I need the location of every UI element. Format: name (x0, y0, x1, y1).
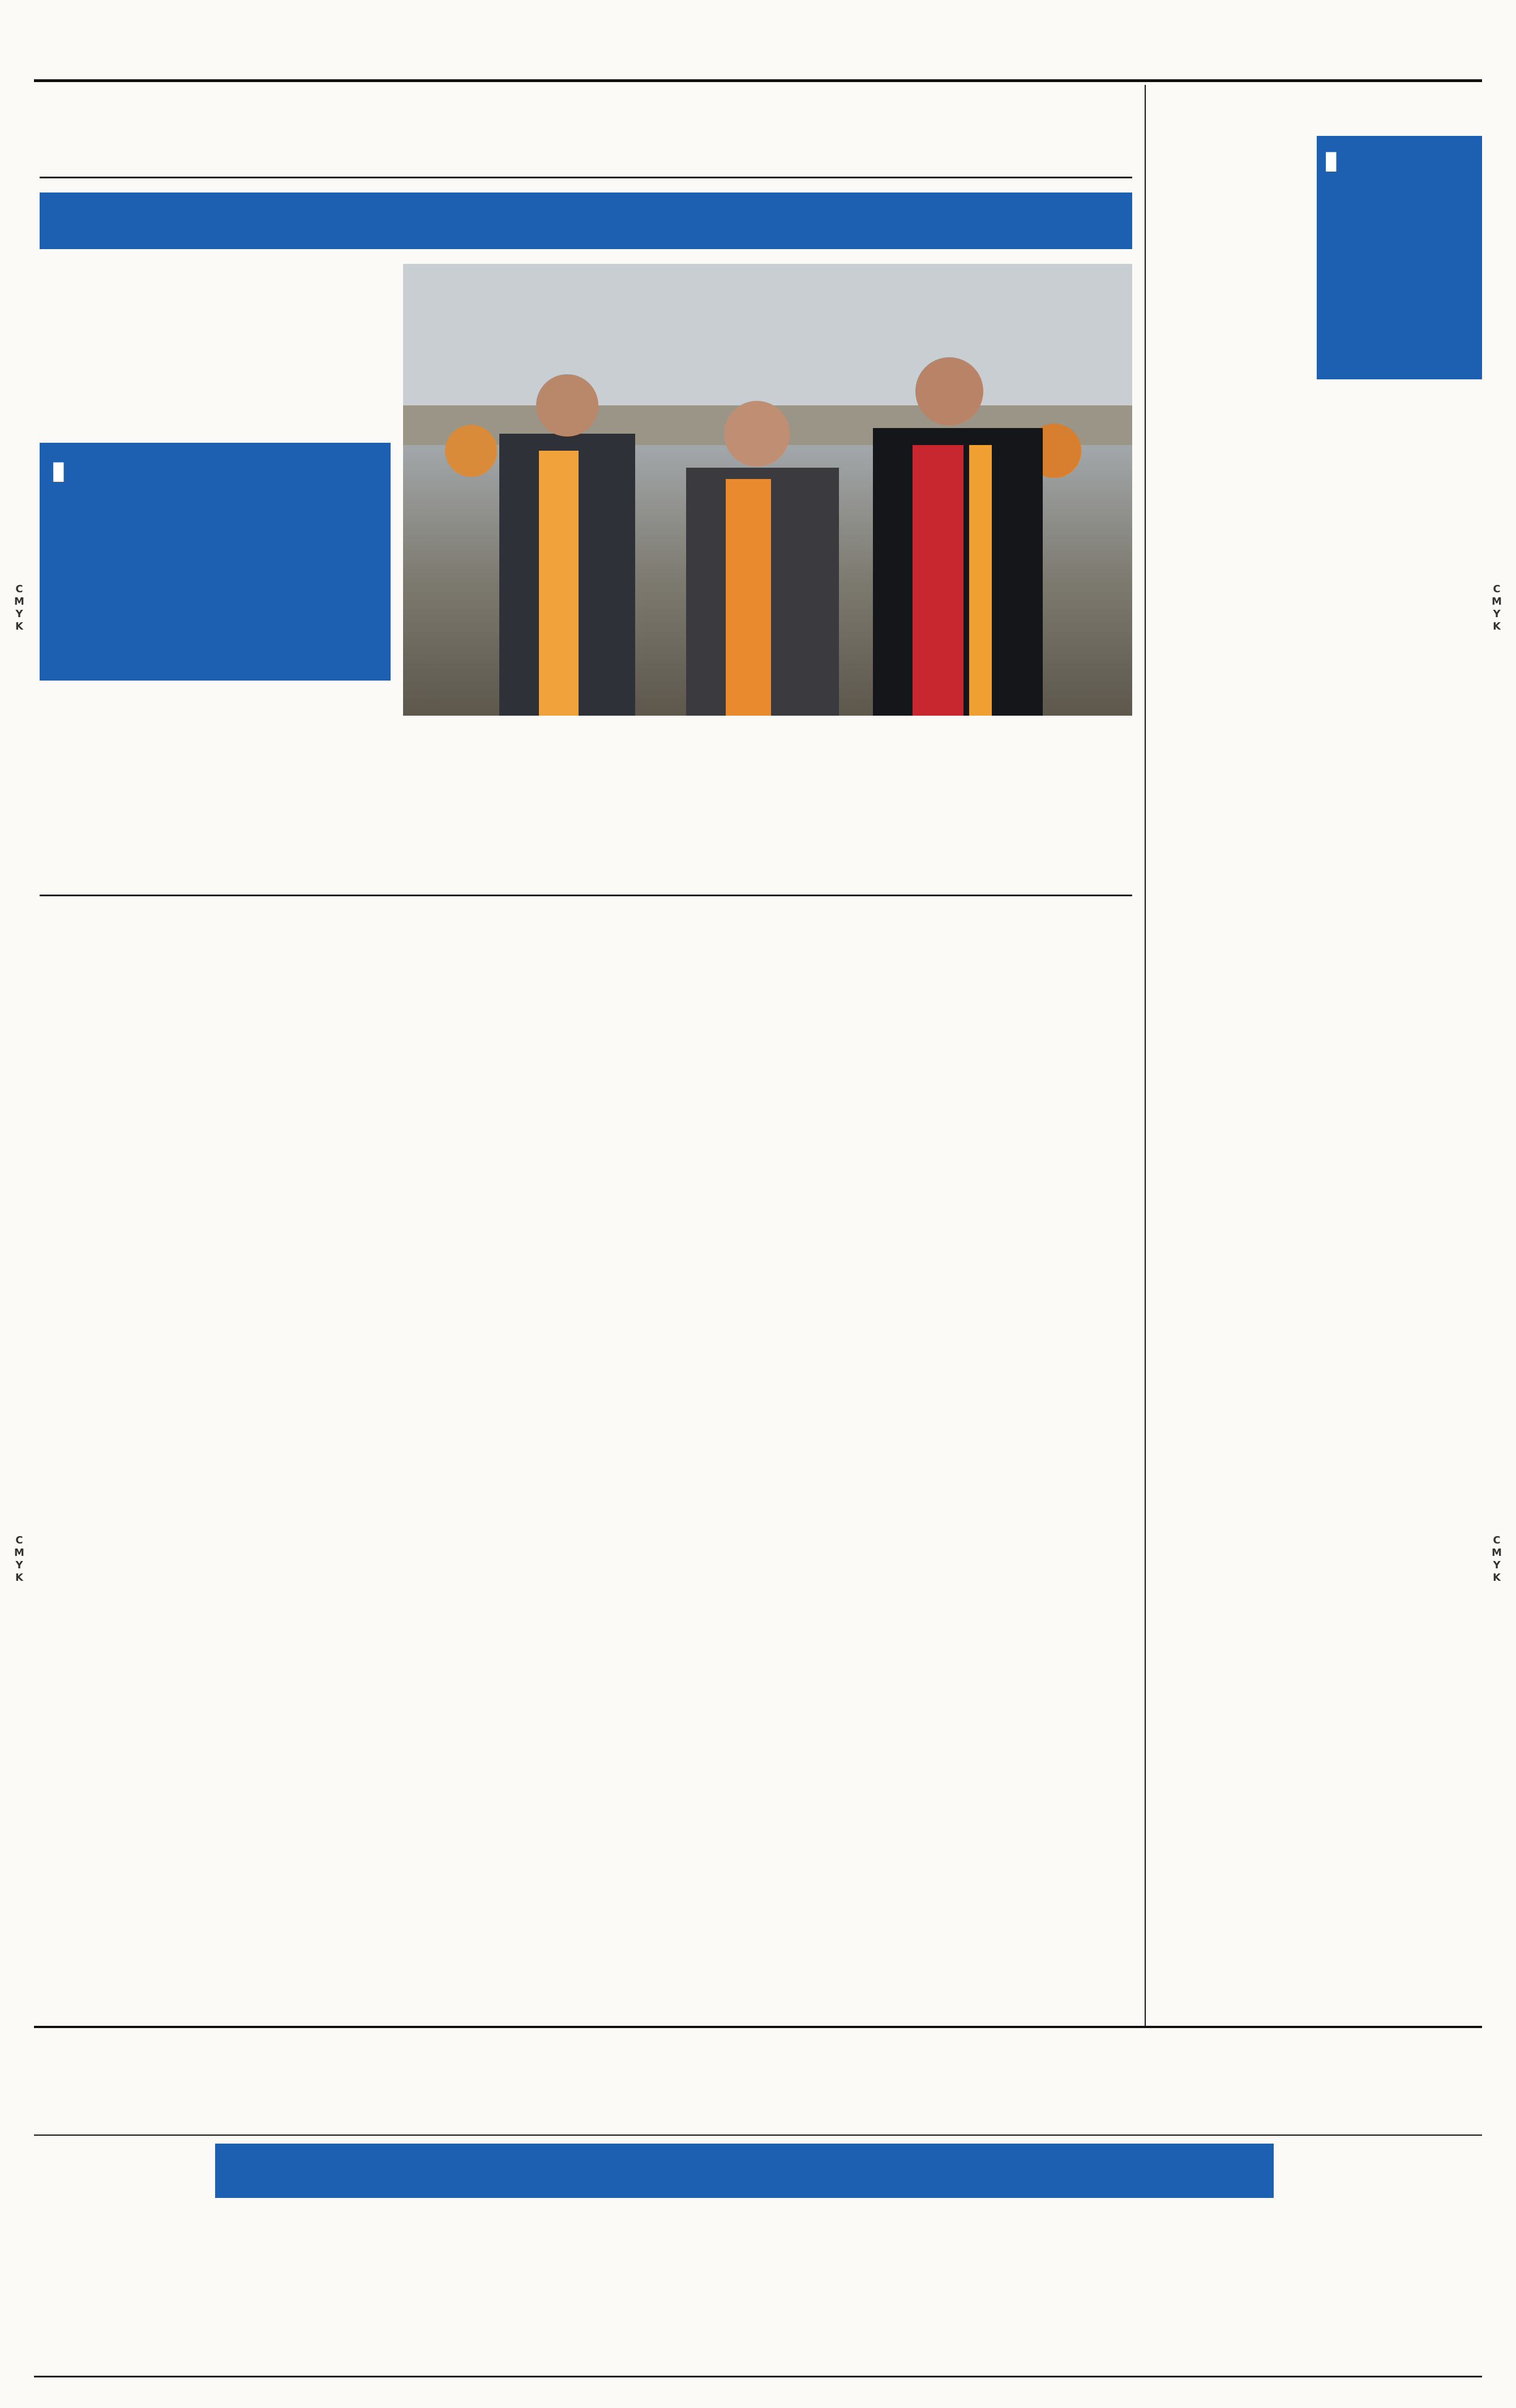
medical-body (405, 992, 949, 2011)
mid-rule-2 (34, 2026, 1482, 2028)
kotputli-col1-top (37, 2146, 202, 2384)
kotputli-subheadline-band (215, 2144, 1274, 2198)
lead-subheadline-band (40, 193, 1132, 249)
lead-photo (403, 264, 1132, 716)
top-rule (34, 79, 1482, 82)
lead-body-continued (45, 690, 392, 882)
reg-mark-right-2: C M Y K (1492, 1534, 1502, 1584)
kotputli-col-b (393, 2208, 557, 2395)
side-body-2 (1317, 391, 1482, 1483)
reg-mark-left-2: C M Y K (14, 1534, 24, 1584)
lead-rule (40, 177, 1132, 178)
lead-bullet-box (40, 443, 391, 681)
lead-photo-illustration (403, 264, 1132, 716)
side-rule-vertical (1145, 85, 1146, 2027)
lead-col2-top (222, 264, 392, 439)
media-body (962, 1113, 1132, 2013)
side-body (1155, 159, 1308, 1483)
reg-mark-right: C M Y K (1492, 583, 1502, 632)
side-body-tail (1155, 1495, 1308, 2004)
medical-body-right (962, 912, 1132, 1047)
lead-col1-top (45, 264, 209, 439)
kotputli-rule (34, 2135, 1482, 2136)
kotputli-right-col (1285, 2146, 1482, 2372)
kotputli-col-e (919, 2208, 1084, 2395)
maharashtra-body (1317, 1552, 1482, 2005)
footer-imprint (37, 2379, 1482, 2405)
mid-rule-1 (40, 895, 1132, 896)
lead-photo-caption (403, 720, 1132, 760)
kotputli-col-d (744, 2208, 908, 2395)
lead-body-lower (403, 765, 1132, 884)
kamiyon-body (45, 992, 392, 1286)
kotputli-col-f (1095, 2208, 1271, 2395)
side-bullet-box (1317, 136, 1482, 379)
footer-rule (34, 2376, 1482, 2377)
reg-mark-left: C M Y K (14, 583, 24, 632)
kotputli-col-c (568, 2208, 733, 2395)
tamilnadu-body (45, 1359, 392, 2010)
kotputli-col-a (217, 2208, 382, 2395)
